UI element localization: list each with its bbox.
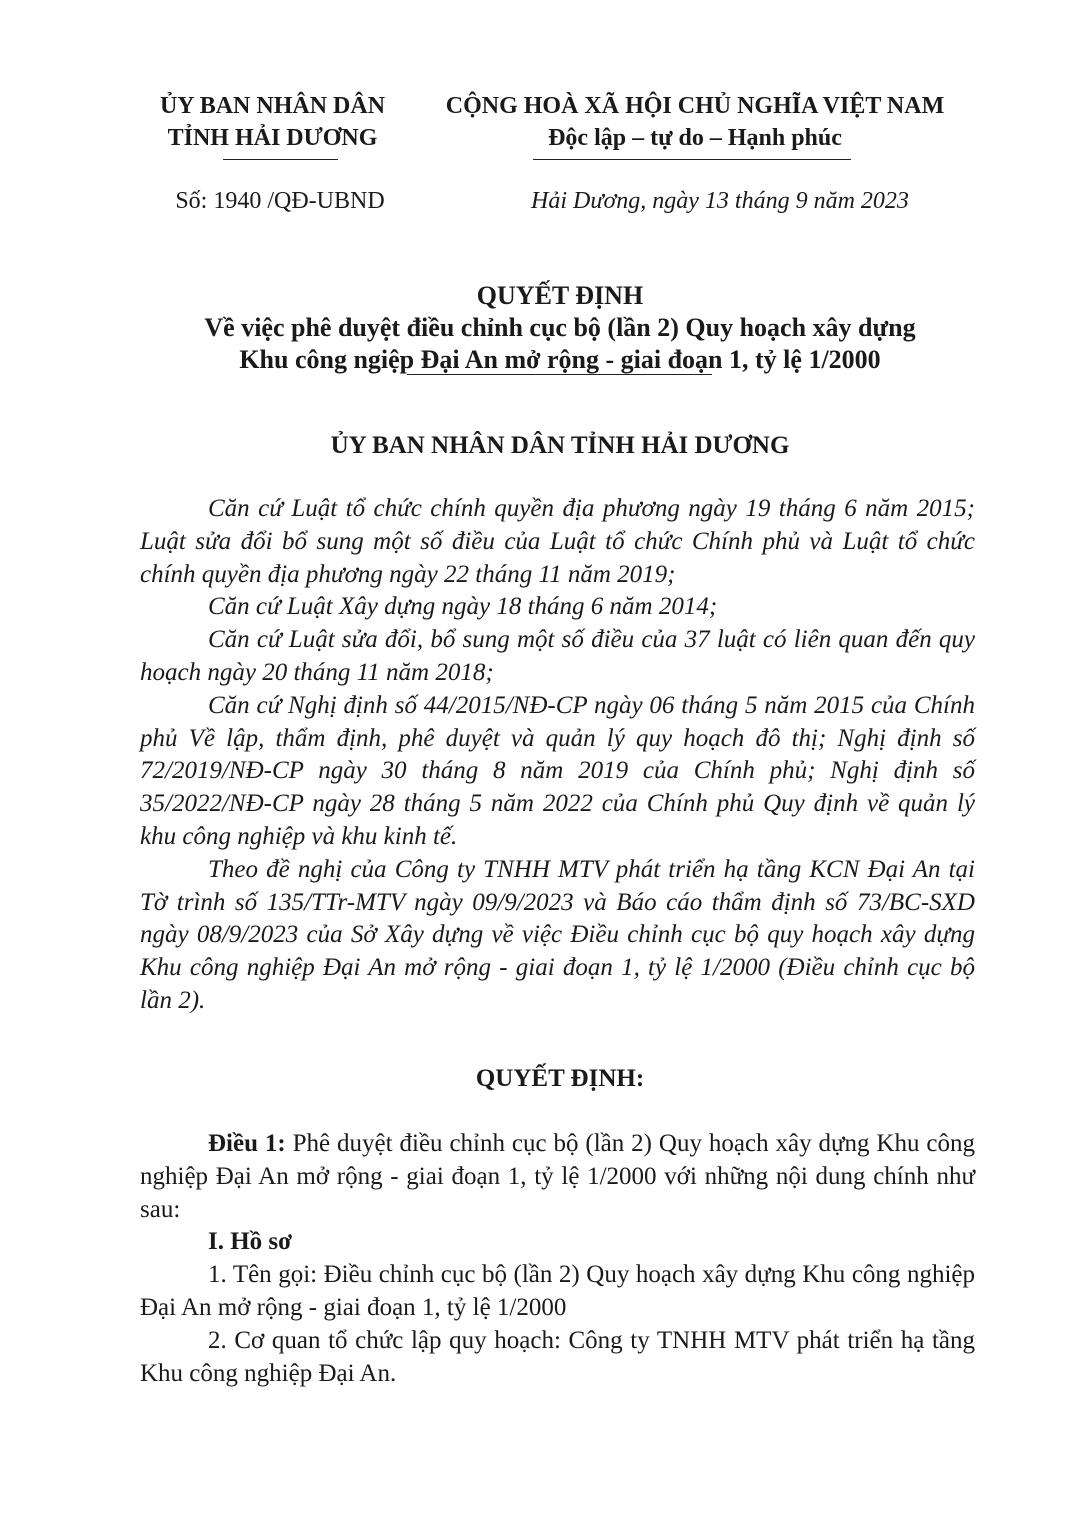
place-and-date: Hải Dương, ngày 13 tháng 9 năm 2023 (531, 188, 909, 214)
basis-paragraph: Theo đề nghị của Công ty TNHH MTV phát triển hạ tầng KCN Đại An tại Tờ trình số 135/TTr-MTV ngày 09/9/2023 và Báo cáo thẩm định số 73/BC-SXD ngày 08/9/2023 của Sở Xây dựng về việc Điều chỉnh cục bộ quy hoạch xây dựng Khu công nghiệp Đại An mở rộng - giai đoạn 1, tỷ lệ 1/2000 (Điều chỉnh cục bộ lần 2). (140, 855, 975, 1014)
motto-underline (533, 159, 851, 160)
issuing-authority-line2: TỈNH HẢI DƯƠNG (167, 125, 378, 151)
title-subject-line2: Khu công ngiệp Đại An mở rộng - giai đoạn 1, tỷ lệ 1/2000 (239, 345, 881, 374)
article-1-item-2: 2. Cơ quan tổ chức lập quy hoạch: Công ty TNHH MTV phát triển hạ tầng Khu công nghiệp Đại An. (140, 1326, 975, 1387)
decision-heading: QUYẾT ĐỊNH: (475, 1065, 645, 1092)
issuing-authority-line1: ỦY BAN NHÂN DÂN (159, 93, 386, 119)
article-1-label: Điều 1: (208, 1130, 286, 1157)
title-subject-line1: Về việc phê duyệt điều chỉnh cục bộ (lần 2) Quy hoạch xây dựng (204, 313, 916, 342)
basis-paragraph: Căn cứ Nghị định số 44/2015/NĐ-CP ngày 06 tháng 5 năm 2015 của Chính phủ Về lập, thẩm định, phê duyệt và quản lý quy hoạch đô thị; Nghị định số 72/2019/NĐ-CP ngày 30 tháng 8 năm 2019 của Chính phủ; Nghị định số 35/2022/NĐ-CP ngày 28 tháng 5 năm 2022 của Chính phủ Quy định về quản lý khu công nghiệp và khu kinh tế. (140, 691, 975, 850)
authority-underline (223, 159, 338, 160)
article-1 (140, 1128, 975, 1390)
article-1-intro (140, 1128, 975, 1226)
article-1-text: Phê duyệt điều chỉnh cục bộ (lần 2) Quy hoạch xây dựng Khu công nghiệp Đại An mở rộng - giai đoạn 1, tỷ lệ 1/2000 với những nội dung chính như sau: (140, 1130, 975, 1223)
national-name: CỘNG HOÀ XÃ HỘI CHỦ NGHĨA VIỆT NAM (445, 93, 945, 119)
basis-paragraph: Căn cứ Luật tổ chức chính quyền địa phương ngày 19 tháng 6 năm 2015; Luật sửa đổi bổ sung một số điều của Luật tổ chức Chính phủ và Luật tổ chức chính quyền địa phương ngày 22 tháng 11 năm 2019; (140, 495, 975, 588)
national-motto (430, 90, 960, 154)
document-number: Số: 1940 /QĐ-UBND (175, 188, 385, 214)
section-title: I. Hồ sơ (208, 1228, 292, 1256)
issuing-authority (140, 90, 405, 154)
basis-paragraph: Căn cứ Luật Xây dựng ngày 18 tháng 6 năm 2014; (208, 593, 718, 621)
title-underline (407, 374, 712, 375)
legal-basis (140, 493, 975, 1018)
document-title (80, 280, 1040, 376)
motto-line: Độc lập – tự do – Hạnh phúc (548, 125, 842, 151)
basis-paragraph: Căn cứ Luật sửa đổi, bổ sung một số điều của 37 luật có liên quan đến quy hoạch ngày 20 tháng 11 năm 2018; (140, 626, 975, 686)
article-1-item-1: 1. Tên gọi: Điều chỉnh cục bộ (lần 2) Quy hoạch xây dựng Khu công nghiệp Đại An mở rộng - giai đoạn 1, tỷ lệ 1/2000 (140, 1261, 975, 1321)
title-heading: QUYẾT ĐỊNH (476, 281, 644, 310)
decision-authority: ỦY BAN NHÂN DÂN TỈNH HẢI DƯƠNG (330, 432, 790, 459)
